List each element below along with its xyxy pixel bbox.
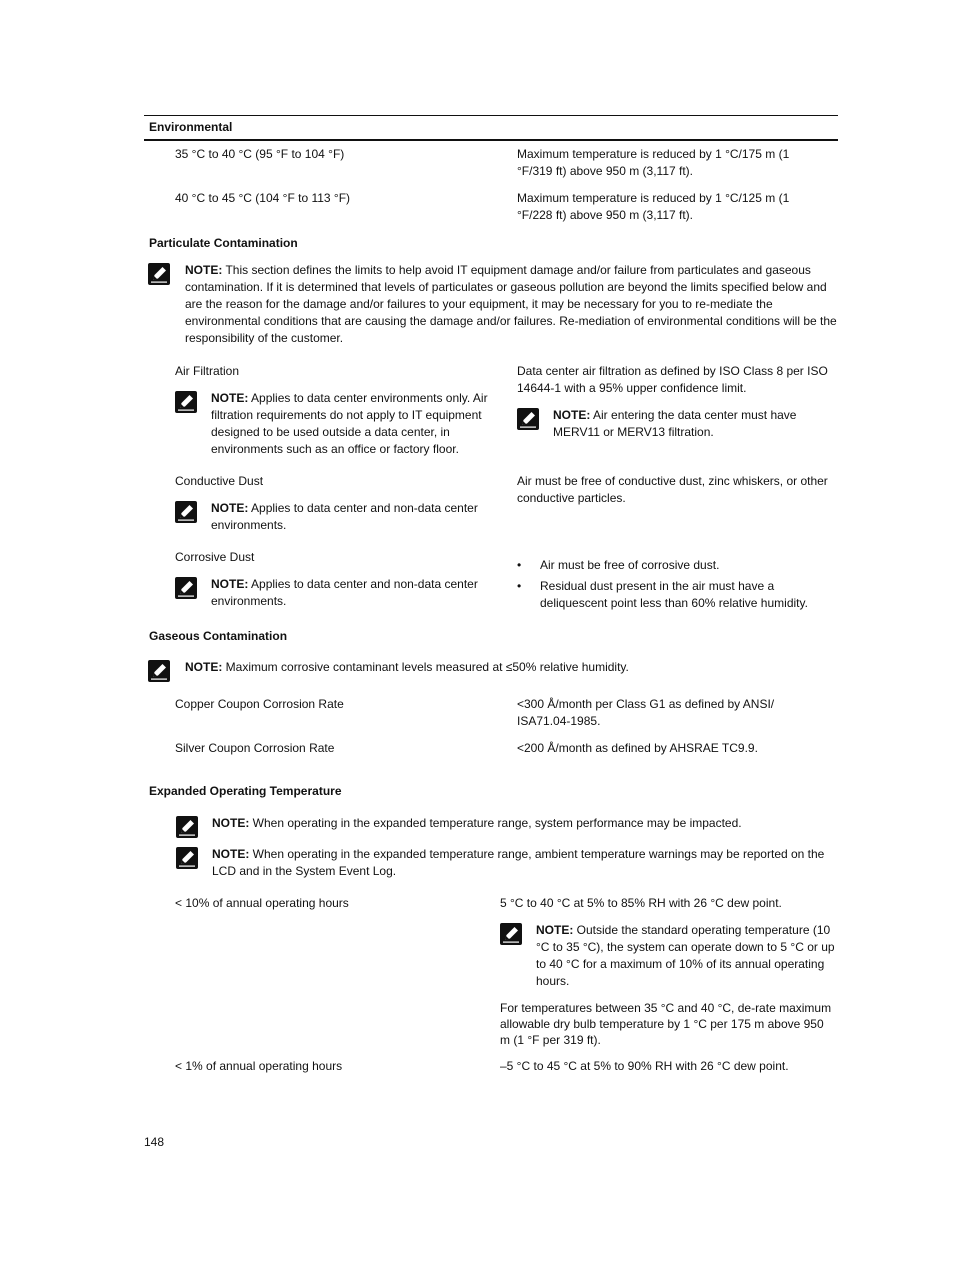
row1-desc: 5 °C to 40 °C at 5% to 85% RH with 26 °C dew point. xyxy=(500,896,782,910)
note-pencil-icon xyxy=(517,408,539,430)
note-text: Air entering the data center must have MERV11 or MERV13 filtration. xyxy=(553,408,797,439)
note-text: When operating in the expanded temperature range, system performance may be impacted. xyxy=(249,816,742,830)
note-label: NOTE: xyxy=(212,816,250,830)
note-label: NOTE: xyxy=(211,391,249,405)
note-text: When operating in the expanded temperature range, ambient temperature warnings may be reported on the LCD and in the System Event Log. xyxy=(212,847,825,878)
note-text: Outside the standard operating temperature (10 °C to 35 °C), the system can operate down to 5 °C or up to 40 °C for a maximum of 10% of its annual operating hours. xyxy=(536,923,835,988)
note-text: Applies to data center environments only. Air filtration requirements do not apply to IT equipment designed to be used outside a data center, in environments such as an office or factory floor. xyxy=(211,391,488,456)
row1-label: < 10% of annual operating hours xyxy=(175,896,349,910)
row1-note xyxy=(536,922,838,990)
note-text: Applies to data center and non-data center environments. xyxy=(211,577,478,608)
corrosive-bullet-1: • Air must be free of corrosive dust. xyxy=(540,557,835,574)
air-filtration-label: Air Filtration xyxy=(175,364,240,378)
table-top-rule xyxy=(144,115,838,116)
note-label: NOTE: xyxy=(185,263,223,277)
note-pencil-icon xyxy=(175,501,197,523)
note-label: NOTE: xyxy=(212,847,250,861)
note-pencil-icon xyxy=(148,263,170,285)
note-pencil-icon xyxy=(176,816,198,838)
silver-desc: <200 Å/month as defined by AHSRAE TC9.9. xyxy=(517,741,758,755)
conductive-dust-note xyxy=(211,500,506,534)
copper-label: Copper Coupon Corrosion Rate xyxy=(175,697,344,711)
note-label: NOTE: xyxy=(536,923,574,937)
expanded-note-2 xyxy=(212,846,838,880)
copper-desc: <300 Å/month per Class G1 as defined by ANSI/ ISA71.04-1985. xyxy=(517,697,775,728)
environmental-header: Environmental xyxy=(149,120,233,134)
row2-label: < 1% of annual operating hours xyxy=(175,1059,343,1073)
note-pencil-icon xyxy=(175,577,197,599)
air-filtration-desc: Data center air filtration as defined by ISO Class 8 per ISO 14644-1 with a 95% upper confidence limit. xyxy=(517,364,828,395)
table-header-rule xyxy=(144,139,838,141)
note-label: NOTE: xyxy=(211,501,249,515)
corrosive-bullet-2: • Residual dust present in the air must have a deliquescent point less than 60% relative humidity. xyxy=(540,578,838,612)
gaseous-heading: Gaseous Contamination xyxy=(149,629,288,643)
env-desc-2: Maximum temperature is reduced by 1 °C/125 m (1 °F/228 ft) above 950 m (3,117 ft). xyxy=(517,191,790,222)
particulate-note xyxy=(185,262,840,347)
air-filtration-note xyxy=(211,390,511,458)
note-pencil-icon xyxy=(175,391,197,413)
note-text: Applies to data center and non-data center environments. xyxy=(211,501,478,532)
particulate-heading: Particulate Contamination xyxy=(149,236,298,250)
row2-desc: –5 °C to 45 °C at 5% to 90% RH with 26 °C dew point. xyxy=(500,1059,789,1073)
silver-label: Silver Coupon Corrosion Rate xyxy=(175,741,335,755)
expanded-heading: Expanded Operating Temperature xyxy=(149,784,342,798)
conductive-dust-desc: Air must be free of conductive dust, zinc whiskers, or other conductive particles. xyxy=(517,474,828,505)
note-label: NOTE: xyxy=(185,660,223,674)
page-number: 148 xyxy=(144,1135,165,1149)
row1-extra: For temperatures between 35 °C and 40 °C, de-rate maximum allowable dry bulb temperature by 1 °C per 175 m above 950 m (1 °F per 319 ft). xyxy=(500,1001,832,1047)
note-pencil-icon xyxy=(148,660,170,682)
corrosive-dust-label: Corrosive Dust xyxy=(175,550,255,564)
note-label: NOTE: xyxy=(211,577,249,591)
env-range-2: 40 °C to 45 °C (104 °F to 113 °F) xyxy=(175,191,351,205)
note-pencil-icon xyxy=(176,847,198,869)
note-pencil-icon xyxy=(500,923,522,945)
note-text: Maximum corrosive contaminant levels measured at ≤50% relative humidity. xyxy=(222,660,629,674)
expanded-note-1 xyxy=(212,815,837,832)
note-label: NOTE: xyxy=(553,408,591,422)
env-desc-1: Maximum temperature is reduced by 1 °C/175 m (1 °F/319 ft) above 950 m (3,117 ft). xyxy=(517,147,790,178)
note-text: This section defines the limits to help avoid IT equipment damage and/or failure from particulates and gaseous contamination. If it is determined that levels of particulates or gaseous pollution are beyond the limits specified below and are the reason for the damage and/or failures to your equipment, it may be necessary for you to re-mediate the environmental conditions that are causing the damage and/or failures. Re-mediation of environmental conditions will be the responsibility of the customer. xyxy=(185,263,837,345)
gaseous-note xyxy=(185,659,835,676)
air-filtration-note-right xyxy=(553,407,838,441)
env-range-1: 35 °C to 40 °C (95 °F to 104 °F) xyxy=(175,147,345,161)
corrosive-dust-note xyxy=(211,576,506,610)
conductive-dust-label: Conductive Dust xyxy=(175,474,264,488)
